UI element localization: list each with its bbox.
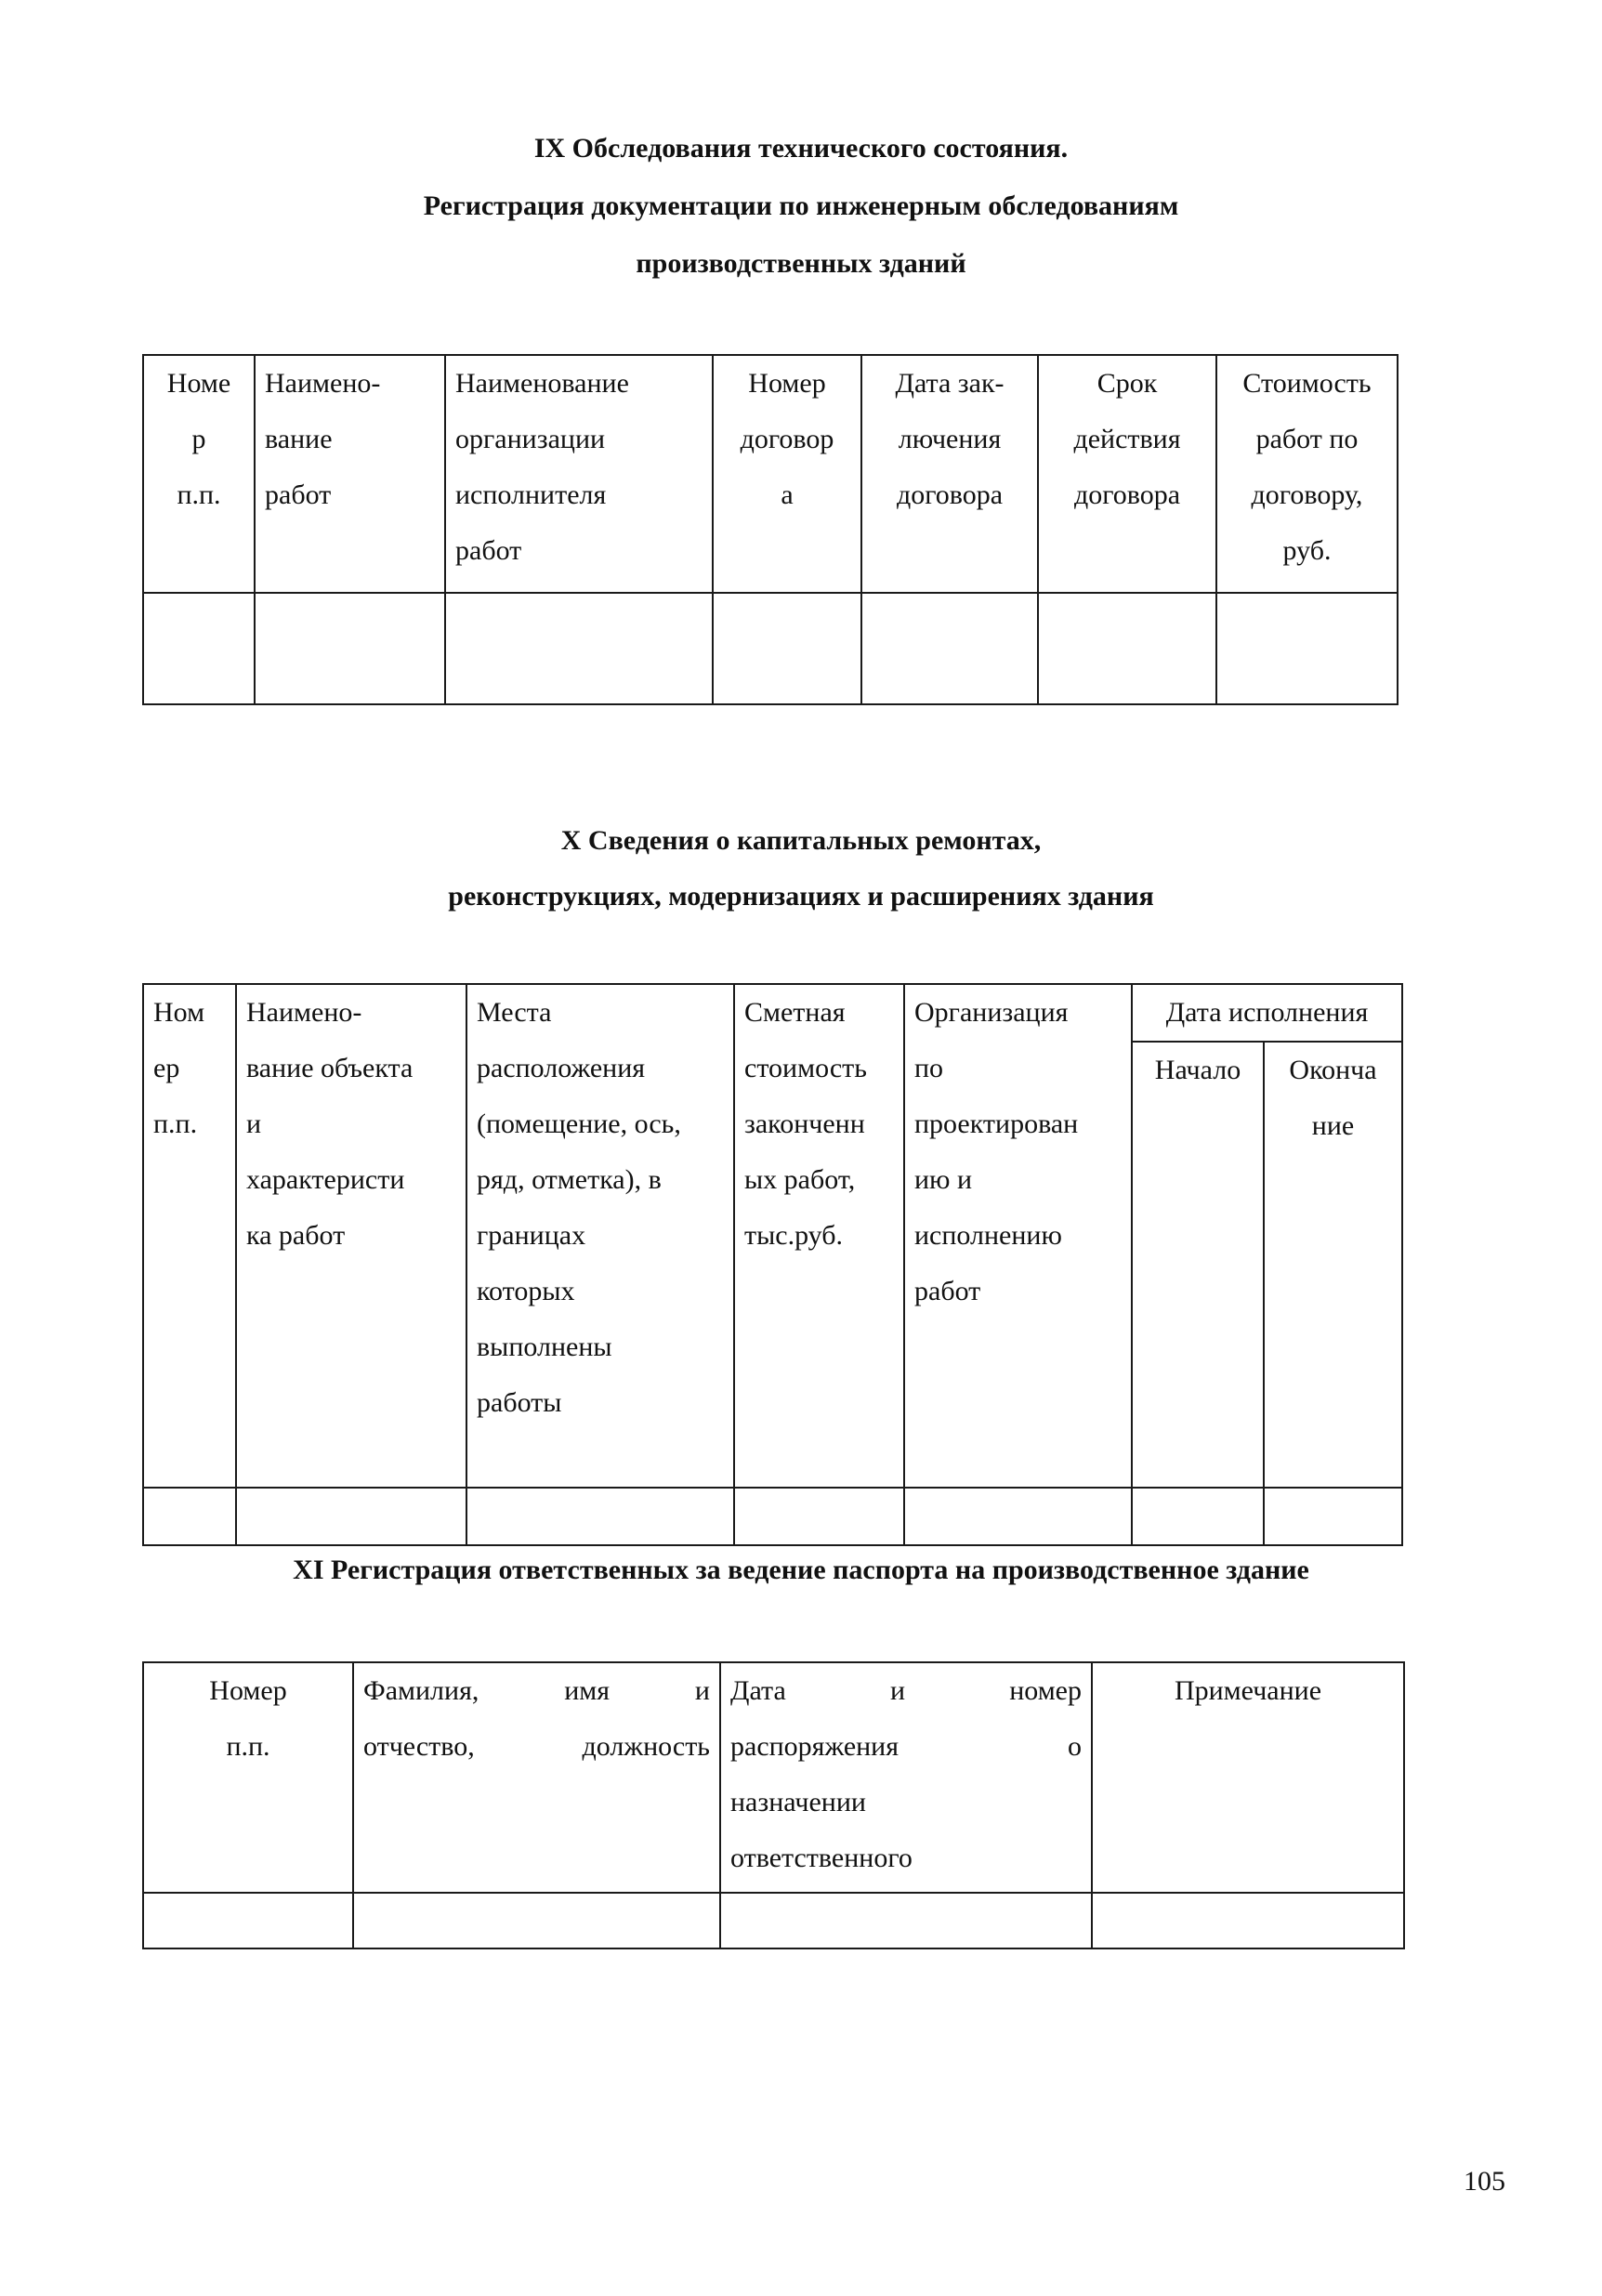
table-cell: [713, 593, 861, 704]
table-cell: [904, 1488, 1132, 1545]
capital-repairs-table: [142, 983, 1403, 1546]
table-cell: [1132, 1488, 1264, 1545]
table-cell: [734, 1488, 904, 1545]
table-cell: [861, 593, 1038, 704]
section-10-title-line-1: X Сведения о капитальных ремонтах,: [560, 825, 1042, 856]
column-header-object-name: Наимено- вание объекта и характеристи ка работ: [236, 984, 466, 1488]
table-cell: [143, 1893, 353, 1948]
table-header-row: [143, 1662, 1404, 1893]
table-row-empty: [143, 593, 1398, 704]
table-cell: [353, 1893, 720, 1948]
column-header-estimated-cost: Сметная стоимость законченн ых работ, тыс.руб.: [734, 984, 904, 1488]
column-header-organization: Организация по проектирован ию и исполнению работ: [904, 984, 1132, 1488]
column-header-work-name: Наимено- вание работ: [255, 355, 445, 593]
column-header-full-name: Фамилия, имя и отчество, должность: [353, 1662, 720, 1893]
column-header-execution-date: Дата исполнения: [1132, 984, 1402, 1042]
column-header-number: Номе р п.п.: [143, 355, 255, 593]
section-11-title: XI Регистрация ответственных за ведение паспорта на производственное здание: [293, 1555, 1309, 1585]
table-cell: [1264, 1488, 1402, 1545]
table-cell: [445, 593, 713, 704]
column-header-note: Примечание: [1092, 1662, 1404, 1893]
column-header-order-date-number: Дата и номер распоряжения о назначении ответственного: [720, 1662, 1092, 1893]
column-header-end-date: Оконча ние: [1264, 1042, 1402, 1488]
table-cell: [1216, 593, 1398, 704]
table-cell: [466, 1488, 734, 1545]
section-10-title-line-2: реконструкциях, модернизациях и расширениях здания: [448, 881, 1154, 912]
column-header-number: Ном ер п.п.: [143, 984, 236, 1488]
section-9-title-line-1: IX Обследования технического состояния.: [533, 133, 1069, 164]
table-cell: [1038, 593, 1216, 704]
inspection-documents-table: [142, 354, 1398, 705]
table-cell: [236, 1488, 466, 1545]
table-row-empty: [143, 1893, 1404, 1948]
column-header-number: Номер п.п.: [143, 1662, 353, 1893]
table-cell: [1092, 1893, 1404, 1948]
column-header-location: Места расположения (помещение, ось, ряд, отметка), в границах которых выполнены работы: [466, 984, 734, 1488]
column-header-contractor: Наименование организации исполнителя работ: [445, 355, 713, 593]
page-number: 105: [1464, 2166, 1505, 2197]
section-9-title-line-3: производственных зданий: [636, 248, 966, 279]
table-header-row: [143, 355, 1398, 593]
column-header-contract-number: Номер договор а: [713, 355, 861, 593]
column-header-contract-cost: Стоимость работ по договору, руб.: [1216, 355, 1398, 593]
responsible-persons-table: [142, 1661, 1405, 1949]
column-header-contract-term: Срок действия договора: [1038, 355, 1216, 593]
table-cell: [143, 1488, 236, 1545]
table-cell: [720, 1893, 1092, 1948]
section-9-title-line-2: Регистрация документации по инженерным обследованиям: [423, 190, 1179, 221]
column-header-contract-date: Дата зак- лючения договора: [861, 355, 1038, 593]
table-row-empty: [143, 1488, 1402, 1545]
column-header-start-date: Начало: [1132, 1042, 1264, 1488]
table-cell: [143, 593, 255, 704]
table-header-row: [143, 984, 1402, 1042]
table-cell: [255, 593, 445, 704]
